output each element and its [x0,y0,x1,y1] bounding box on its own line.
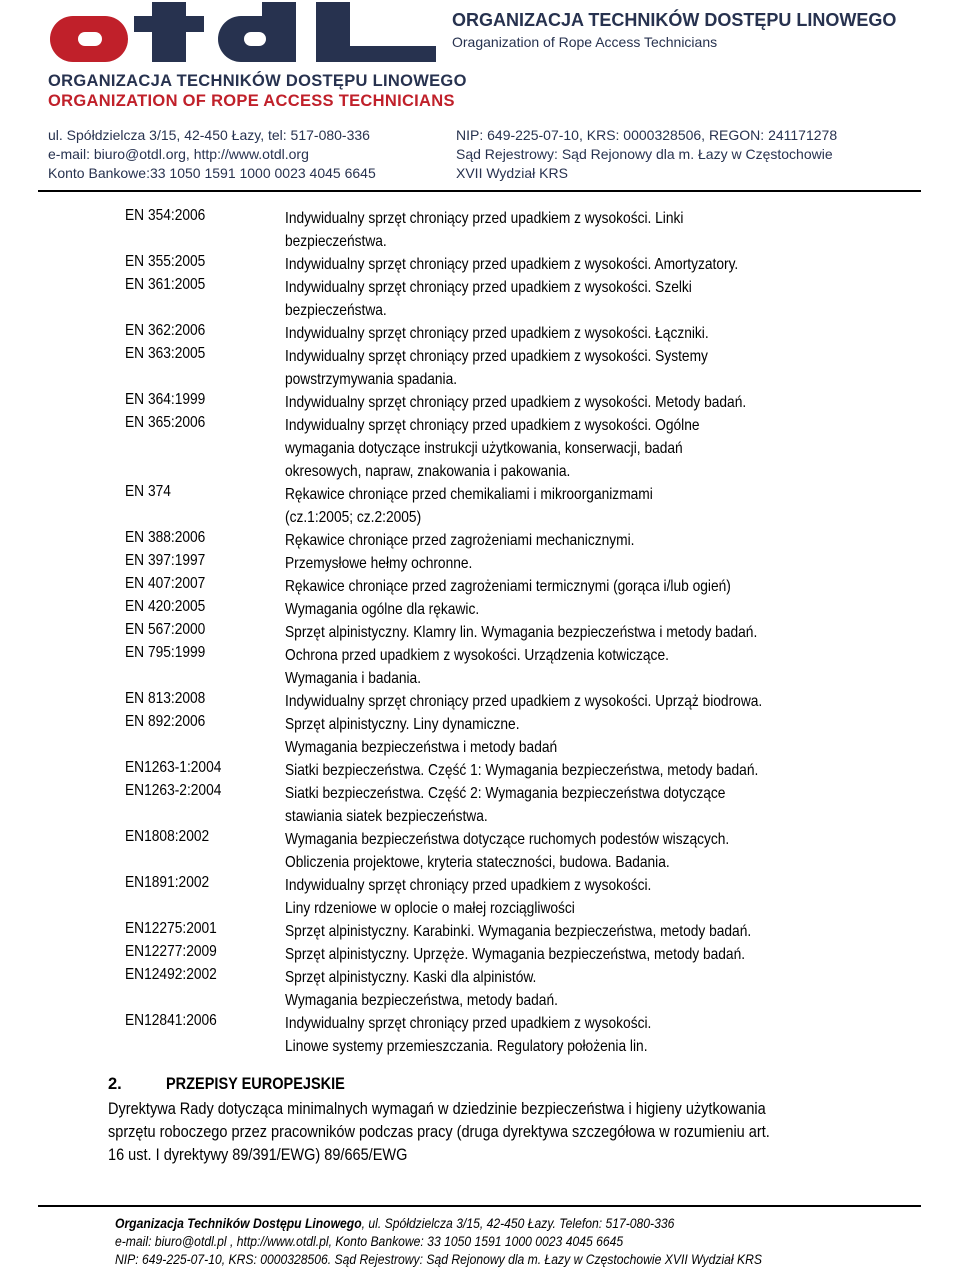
standard-description: Sprzęt alpinistyczny. Karabinki. Wymagania bezpieczeństwa, metody badań. [285,923,752,940]
contact-address: ul. Spółdzielcza 3/15, 42-450 Łazy, tel: 517-080-336 [48,127,370,143]
standard-description: Indywidualny sprzęt chroniący przed upadkiem z wysokości. Systemy powstrzymywania spadania. [285,348,708,388]
contact-nip: NIP: 649-225-07-10, KRS: 0000328506, REGON: 241171278 [456,127,838,143]
org-name-english: ORGANIZATION OF ROPE ACCESS TECHNICIANS [48,92,455,110]
standard-code: EN1808:2002 [125,828,210,845]
standard-code: EN1263-2:2004 [125,782,222,799]
standard-code: EN 362:2006 [125,322,206,339]
standard-code: EN 363:2005 [125,345,206,362]
standard-code: EN 420:2005 [125,598,206,615]
contact-bank-account: Konto Bankowe:33 1050 1591 1000 0023 4045 6645 [48,165,376,181]
standard-code: EN 567:2000 [125,621,206,638]
contact-email[interactable]: e-mail: biuro@otdl.org, http://www.otdl.org [48,146,309,162]
org-name-polish: ORGANIZACJA TECHNIKÓW DOSTĘPU LINOWEGO [48,72,467,90]
standard-code: EN12275:2001 [125,920,217,937]
standard-code: EN12841:2006 [125,1012,217,1029]
header-title: ORGANIZACJA TECHNIKÓW DOSTĘPU LINOWEGO [452,10,897,30]
standard-description: Siatki bezpieczeństwa. Część 1: Wymagania bezpieczeństwa, metody badań. [285,762,759,779]
contact-left [48,126,376,183]
standard-description: Indywidualny sprzęt chroniący przed upadkiem z wysokości. Metody badań. [285,394,747,411]
footer-registration: NIP: 649-225-07-10, KRS: 0000328506. Sąd Rejestrowy: Sąd Rejonowy dla m. Łazy w Częstochowie XVII Wydział KRS [115,1252,762,1267]
standard-code: EN1263-1:2004 [125,759,222,776]
standard-description: Sprzęt alpinistyczny. Uprzęże. Wymagania bezpieczeństwa, metody badań. [285,946,746,963]
header-divider [38,190,921,192]
standard-description: Przemysłowe hełmy ochronne. [285,555,473,572]
standard-description: Sprzęt alpinistyczny. Kaski dla alpinistów. Wymagania bezpieczeństwa, metody badań. [285,969,558,1009]
standard-description: Rękawice chroniące przed chemikaliami i mikroorganizmami (cz.1:2005; cz.2:2005) [285,486,653,526]
standard-description: Indywidualny sprzęt chroniący przed upadkiem z wysokości. Szelki bezpieczeństwa. [285,279,692,319]
standard-code: EN 354:2006 [125,207,206,224]
footer-org-name: Organizacja Techników Dostępu Linowego [115,1216,362,1231]
standard-description: Indywidualny sprzęt chroniący przed upadkiem z wysokości. Amortyzatory. [285,256,739,273]
standard-description: Sprzęt alpinistyczny. Klamry lin. Wymagania bezpieczeństwa i metody badań. [285,624,758,641]
standard-code: EN 407:2007 [125,575,206,592]
standard-description: Rękawice chroniące przed zagrożeniami mechanicznymi. [285,532,635,549]
standard-code: EN12492:2002 [125,966,217,983]
header-subtitle: Oraganization of Rope Access Technicians [452,34,718,50]
standard-code: EN 388:2006 [125,529,206,546]
standard-description: Ochrona przed upadkiem z wysokości. Urządzenia kotwiczące. Wymagania i badania. [285,647,669,687]
standard-code: EN12277:2009 [125,943,217,960]
footer [115,1215,762,1269]
standard-description: Rękawice chroniące przed zagrożeniami termicznymi (gorąca i/lub ogień) [285,578,731,595]
section-title: PRZEPISY EUROPEJSKIE [166,1075,345,1093]
contact-krs: XVII Wydział KRS [456,165,568,181]
standard-description: Indywidualny sprzęt chroniący przed upadkiem z wysokości. Linki bezpieczeństwa. [285,210,684,250]
otdl-logo [48,2,438,64]
standard-code: EN 397:1997 [125,552,206,569]
standard-code: EN 365:2006 [125,414,206,431]
section-number: 2. [108,1075,122,1093]
standard-description: Indywidualny sprzęt chroniący przed upadkiem z wysokości. Linowe systemy przemieszczania. Regulatory położenia lin. [285,1015,652,1055]
standard-code: EN 364:1999 [125,391,206,408]
standard-description: Indywidualny sprzęt chroniący przed upadkiem z wysokości. Ogólne wymagania dotyczące instrukcji użytkowania, konserwacji, badań okresowych, napraw, znakowania i pakowania. [285,417,700,480]
standard-description: Indywidualny sprzęt chroniący przed upadkiem z wysokości. Łączniki. [285,325,709,342]
standard-code: EN 795:1999 [125,644,206,661]
footer-divider [38,1205,921,1207]
standard-description: Wymagania bezpieczeństwa dotyczące ruchomych podestów wiszących. Obliczenia projektowe, kryteria stateczności, budowa. Badania. [285,831,730,871]
standard-description: Indywidualny sprzęt chroniący przed upadkiem z wysokości. Uprząż biodrowa. [285,693,763,710]
contact-right [456,126,837,183]
standard-description: Indywidualny sprzęt chroniący przed upadkiem z wysokości. Liny rdzeniowe w oplocie o małej rozciągliwości [285,877,652,917]
standard-code: EN 374 [125,483,171,500]
standard-code: EN 361:2005 [125,276,206,293]
standard-description: Wymagania ogólne dla rękawic. [285,601,480,618]
standard-code: EN1891:2002 [125,874,210,891]
contact-court: Sąd Rejestrowy: Sąd Rejonowy dla m. Łazy w Częstochowie [456,146,833,162]
standard-code: EN 355:2005 [125,253,206,270]
standard-description: Siatki bezpieczeństwa. Część 2: Wymagania bezpieczeństwa dotyczące stawiania siatek bezpieczeństwa. [285,785,726,825]
standard-code: EN 813:2008 [125,690,206,707]
section-paragraph: Dyrektywa Rady dotycząca minimalnych wymagań w dziedzinie bezpieczeństwa i higieny użytkowania sprzętu roboczego przez pracowników podczas pracy (druga dyrektywa szczegółowa w rozumieniu art. 16 ust. I dyrektywy 89/391/EWG) 89/665/EWG [108,1100,770,1164]
footer-contact: e-mail: biuro@otdl.pl , http://www.otdl.pl, Konto Bankowe: 33 1050 1591 1000 0023 4045 6645 [115,1234,624,1249]
footer-address: , ul. Spółdzielcza 3/15, 42-450 Łazy. Telefon: 517-080-336 [361,1216,675,1231]
standard-code: EN 892:2006 [125,713,206,730]
standard-description: Sprzęt alpinistyczny. Liny dynamiczne. Wymagania bezpieczeństwa i metody badań [285,716,558,756]
